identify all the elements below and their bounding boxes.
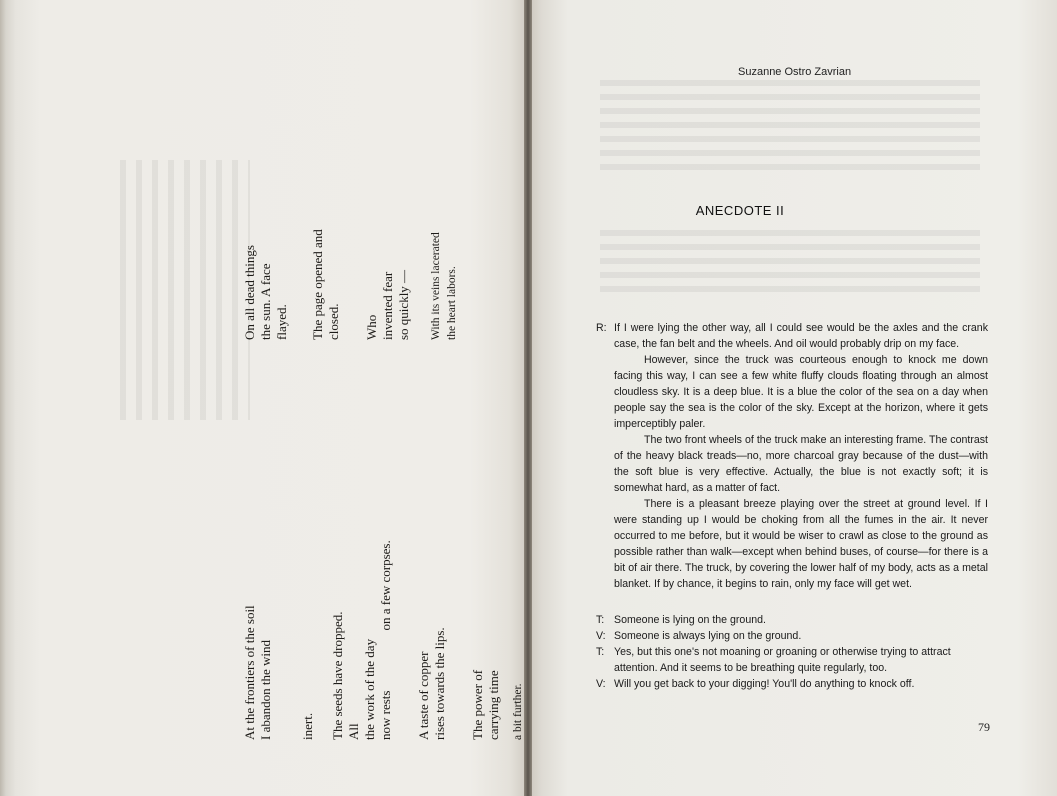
poem-line: closed.	[326, 303, 341, 340]
poem-line: the sun. A face	[258, 263, 273, 340]
exchange-text: Will you get back to your digging! You'll do anything to knock off.	[614, 678, 915, 690]
poem-line: Who	[364, 314, 379, 340]
speaker-label: T:	[596, 614, 605, 626]
poem-line: the work of the day	[362, 638, 377, 740]
exchange-text: Someone is always lying on the ground.	[614, 630, 802, 642]
poem-line: The power of	[470, 669, 485, 740]
poem-column-2	[242, 229, 460, 340]
poem-line: The page opened and	[310, 229, 325, 340]
paragraph: There is a pleasant breeze playing over the street at ground level. If I were standing up I would be choking from all the fumes in the air. It never occurred to me before, but it would be wiser to crawl as close to the ground as possible rather than walk—except when behind buses, of course—for there is a bit of air there. The truck, by covering the lower half of my body, acts as a metal blanket. If by chance, it begins to rain, only my face will get wet.	[614, 498, 988, 590]
exchange-text: Someone is lying on the ground.	[614, 614, 766, 626]
paragraph: The two front wheels of the truck make an interesting frame. The contrast of the heavy black treads—no, more charcoal gray because of the dust—with the soft blue is very effective. Actually, the blue is not exactly soft; it is somewhat hard, as a matter of fact.	[614, 434, 988, 494]
poem-line: the heart labors.	[446, 266, 458, 340]
page-title: ANECDOTE II	[695, 203, 785, 218]
poem-line: rises towards the lips.	[432, 627, 447, 740]
poem-line: On all dead things	[242, 245, 257, 340]
poem-line: All	[346, 723, 361, 740]
speaker-label: T:	[596, 646, 605, 658]
author-name: Suzanne Ostro Zavrian	[738, 66, 852, 78]
exchange-row	[596, 628, 996, 644]
poem-line: a bit further.	[512, 683, 524, 740]
rotated-poem	[242, 180, 522, 740]
exchange-row	[596, 644, 996, 676]
poem-line: inert.	[300, 712, 315, 740]
paragraph: However, since the truck was courteous enough to knock me down facing this way, I can see a few white fluffy clouds floating through an almost cloudless sky. It is a deep blue. It is a blue the color of the sea on a day when people say the sea is the color of the sky. Except at the horizon, where it gets imperceptibly paler.	[614, 354, 988, 430]
poem-line: now restson a few corpses.	[378, 540, 393, 740]
exchange-text: Yes, but this one's not moaning or groaning or otherwise trying to attract attention. And it seems to be breathing quite regularly, too.	[614, 646, 951, 674]
poem-line: so quickly —	[396, 269, 411, 340]
poem-column-1	[242, 540, 526, 740]
exchange-row	[596, 612, 996, 628]
exchange-list	[596, 612, 996, 692]
speaker-label: R:	[596, 322, 607, 334]
poem-line: I abandon the wind	[258, 639, 273, 740]
speaker-label: V:	[596, 630, 606, 642]
poem-line: flayed.	[274, 304, 289, 340]
poem-line-indented: on a few corpses.	[378, 540, 393, 631]
r-dialogue-block	[596, 320, 988, 592]
poem-line: With its veins lacerated	[430, 232, 442, 340]
speaker-label: V:	[596, 678, 606, 690]
paragraph: If I were lying the other way, all I could see would be the axles and the crank case, the fan belt and the wheels. And oil would probably drip on my face.	[614, 322, 988, 350]
poem-line: A taste of copper	[416, 651, 431, 740]
poem-line: invented fear	[380, 271, 395, 340]
poem-line: At the frontiers of the soil	[242, 605, 257, 740]
page-number: 79	[978, 720, 990, 734]
exchange-row	[596, 676, 996, 692]
poem-line: carrying time	[486, 670, 501, 740]
poem-line: The seeds have dropped.	[330, 611, 345, 740]
